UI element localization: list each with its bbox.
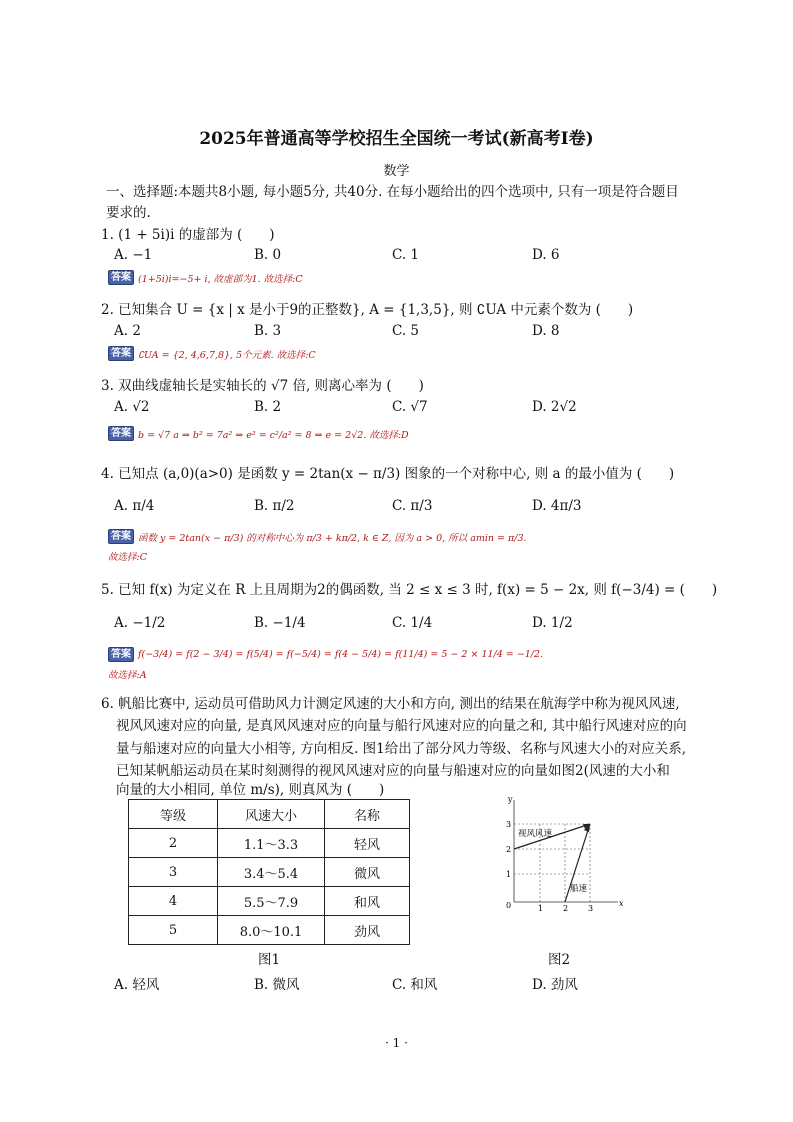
q5-option-b: B. −1/4	[254, 615, 306, 631]
y-tick-label: 2	[506, 845, 512, 854]
question-6-stem-line5: 向量的大小相同, 单位 m/s), 则真风为 ( )	[116, 782, 385, 798]
q2-option-b: B. 3	[254, 323, 282, 339]
q6-option-d: D. 劲风	[532, 977, 578, 993]
q2-option-a: A. 2	[114, 323, 141, 339]
table-header-row	[129, 800, 410, 829]
table-cell: 3.4～5.4	[218, 858, 325, 887]
q5-option-c: C. 1/4	[392, 615, 433, 631]
answer-badge: 答案	[108, 270, 134, 285]
q5-option-a: A. −1/2	[114, 615, 166, 631]
q4-option-c: C. π/3	[392, 498, 433, 514]
q2-option-c: C. 5	[392, 323, 420, 339]
q5-answer-text: f(−3/4) = f(2 − 3/4) = f(5/4) = f(−5/4) = f(4 − 5/4) = f(11/4) = 5 − 2 × 11/4 = −1/2.	[138, 649, 544, 660]
table-cell: 5	[129, 916, 218, 945]
table-cell: 5.5～7.9	[218, 887, 325, 916]
q3-option-b: B. 2	[254, 399, 282, 415]
table-row	[129, 887, 410, 916]
table-cell: 2	[129, 829, 218, 858]
boat-speed-label: 船速	[570, 884, 588, 894]
x-tick-label: 1	[538, 904, 544, 913]
q6-option-c: C. 和风	[392, 977, 438, 993]
q6-option-a: A. 轻风	[114, 977, 160, 993]
section-intro-line1: 一、选择题:本题共8小题, 每小题5分, 共40分. 在每小题给出的四个选项中, 只有一项是符合题目	[106, 184, 679, 200]
q3-answer	[108, 426, 409, 441]
table-header-cell: 等级	[129, 800, 218, 829]
q1-answer	[108, 270, 303, 285]
q2-option-d: D. 8	[532, 323, 560, 339]
apparent-wind-label: 视风风速	[518, 829, 553, 839]
page-number: · 1 ·	[385, 1036, 408, 1050]
q4-option-a: A. π/4	[114, 498, 155, 514]
question-2-stem: 2. 已知集合 U = {x | x 是小于9的正整数}, A = {1,3,5}, 则 ∁UA 中元素个数为 ( )	[101, 302, 634, 318]
table-cell: 1.1～3.3	[218, 829, 325, 858]
subject-heading: 数学	[383, 164, 410, 179]
q5-option-d: D. 1/2	[532, 615, 573, 631]
figure1-caption: 图1	[258, 952, 281, 968]
answer-badge: 答案	[108, 647, 134, 662]
y-tick-label: 3	[506, 820, 512, 829]
q2-answer	[108, 346, 316, 361]
table-cell: 8.0～10.1	[218, 916, 325, 945]
q4-answer-conclusion: 故选择:C	[108, 552, 147, 563]
x-tick-label: 3	[588, 904, 594, 913]
q2-answer-text: ∁UA = {2, 4,6,7,8}, 5个元素. 故选择:C	[138, 349, 316, 361]
question-5-stem: 5. 已知 f(x) 为定义在 R 上且周期为2的偶函数, 当 2 ≤ x ≤ 3 时, f(x) = 5 − 2x, 则 f(−3/4) = ( )	[101, 582, 718, 598]
table-cell: 微风	[325, 858, 410, 887]
figure2-vector-diagram	[500, 790, 630, 920]
q5-answer	[108, 647, 543, 662]
q1-option-b: B. 0	[254, 247, 282, 263]
q4-option-d: D. 4π/3	[532, 498, 582, 514]
q4-option-b: B. π/2	[254, 498, 295, 514]
q1-option-c: C. 1	[392, 247, 420, 263]
figure2-caption: 图2	[548, 952, 571, 968]
x-tick-label: 0	[506, 901, 512, 910]
table-header-cell: 风速大小	[218, 800, 325, 829]
q5-answer-conclusion: 故选择:A	[108, 670, 147, 681]
table-row	[129, 858, 410, 887]
section-intro-line2: 要求的.	[106, 205, 151, 221]
y-tick-label: 1	[506, 870, 512, 879]
question-4-stem: 4. 已知点 (a,0)(a>0) 是函数 y = 2tan(x − π/3) 图象的一个对称中心, 则 a 的最小值为 ( )	[101, 466, 675, 482]
table-cell: 3	[129, 858, 218, 887]
question-6-stem-line3: 量与船速对应的向量大小相等, 方向相反. 图1给出了部分风力等级、名称与风速大小的对应关系,	[116, 741, 687, 757]
answer-badge: 答案	[108, 426, 134, 441]
question-1-stem	[101, 223, 275, 243]
table-row	[129, 829, 410, 858]
question-6-stem-line1: 6. 帆船比赛中, 运动员可借助风力计测定风速的大小和方向, 测出的结果在航海学中称为视风风速,	[101, 696, 680, 712]
q3-option-d: D. 2√2	[532, 399, 577, 415]
y-axis-label: y	[508, 795, 513, 804]
answer-badge: 答案	[108, 346, 134, 361]
q3-option-a: A. √2	[114, 399, 150, 415]
question-6-stem-line4: 已知某帆船运动员在某时刻测得的视风风速对应的向量与船速对应的向量如图2(风速的大小和	[116, 763, 670, 779]
table-cell: 4	[129, 887, 218, 916]
q4-answer	[108, 529, 527, 544]
q1-answer-text: (1+5i)i=−5+ i, 故虚部为1. 故选择:C	[138, 273, 303, 285]
page-title: 2025年普通高等学校招生全国统一考试(新高考I卷)	[199, 129, 594, 149]
table-cell: 轻风	[325, 829, 410, 858]
q6-option-b: B. 微风	[254, 977, 300, 993]
answer-badge: 答案	[108, 529, 134, 544]
wind-scale-table	[128, 799, 410, 945]
x-axis-label: x	[619, 899, 624, 908]
question-3-stem: 3. 双曲线虚轴长是实轴长的 √7 倍, 则离心率为 ( )	[101, 378, 424, 394]
table-cell: 劲风	[325, 916, 410, 945]
q1-option-a: A. −1	[114, 247, 153, 263]
table-row	[129, 916, 410, 945]
question-6-stem-line2: 视风风速对应的向量, 是真风风速对应的向量与船行风速对应的向量之和, 其中船行风速对应的向	[116, 718, 687, 734]
x-tick-label: 2	[563, 904, 569, 913]
table-header-cell: 名称	[325, 800, 410, 829]
q4-answer-text: 函数 y = 2tan(x − π/3) 的对称中心为 π/3 + kπ/2, k ∈ Z, 因为 a > 0, 所以 amin = π/3.	[138, 532, 527, 544]
table-cell: 和风	[325, 887, 410, 916]
q3-answer-text: b = √7 a ⇒ b² = 7a² ⇒ e² = c²/a² = 8 ⇒ e = 2√2. 故选择:D	[138, 429, 409, 441]
question-1-text: 1. (1 + 5i)i 的虚部为 ( )	[101, 227, 275, 243]
q3-option-c: C. √7	[392, 399, 428, 415]
q1-option-d: D. 6	[532, 247, 560, 263]
